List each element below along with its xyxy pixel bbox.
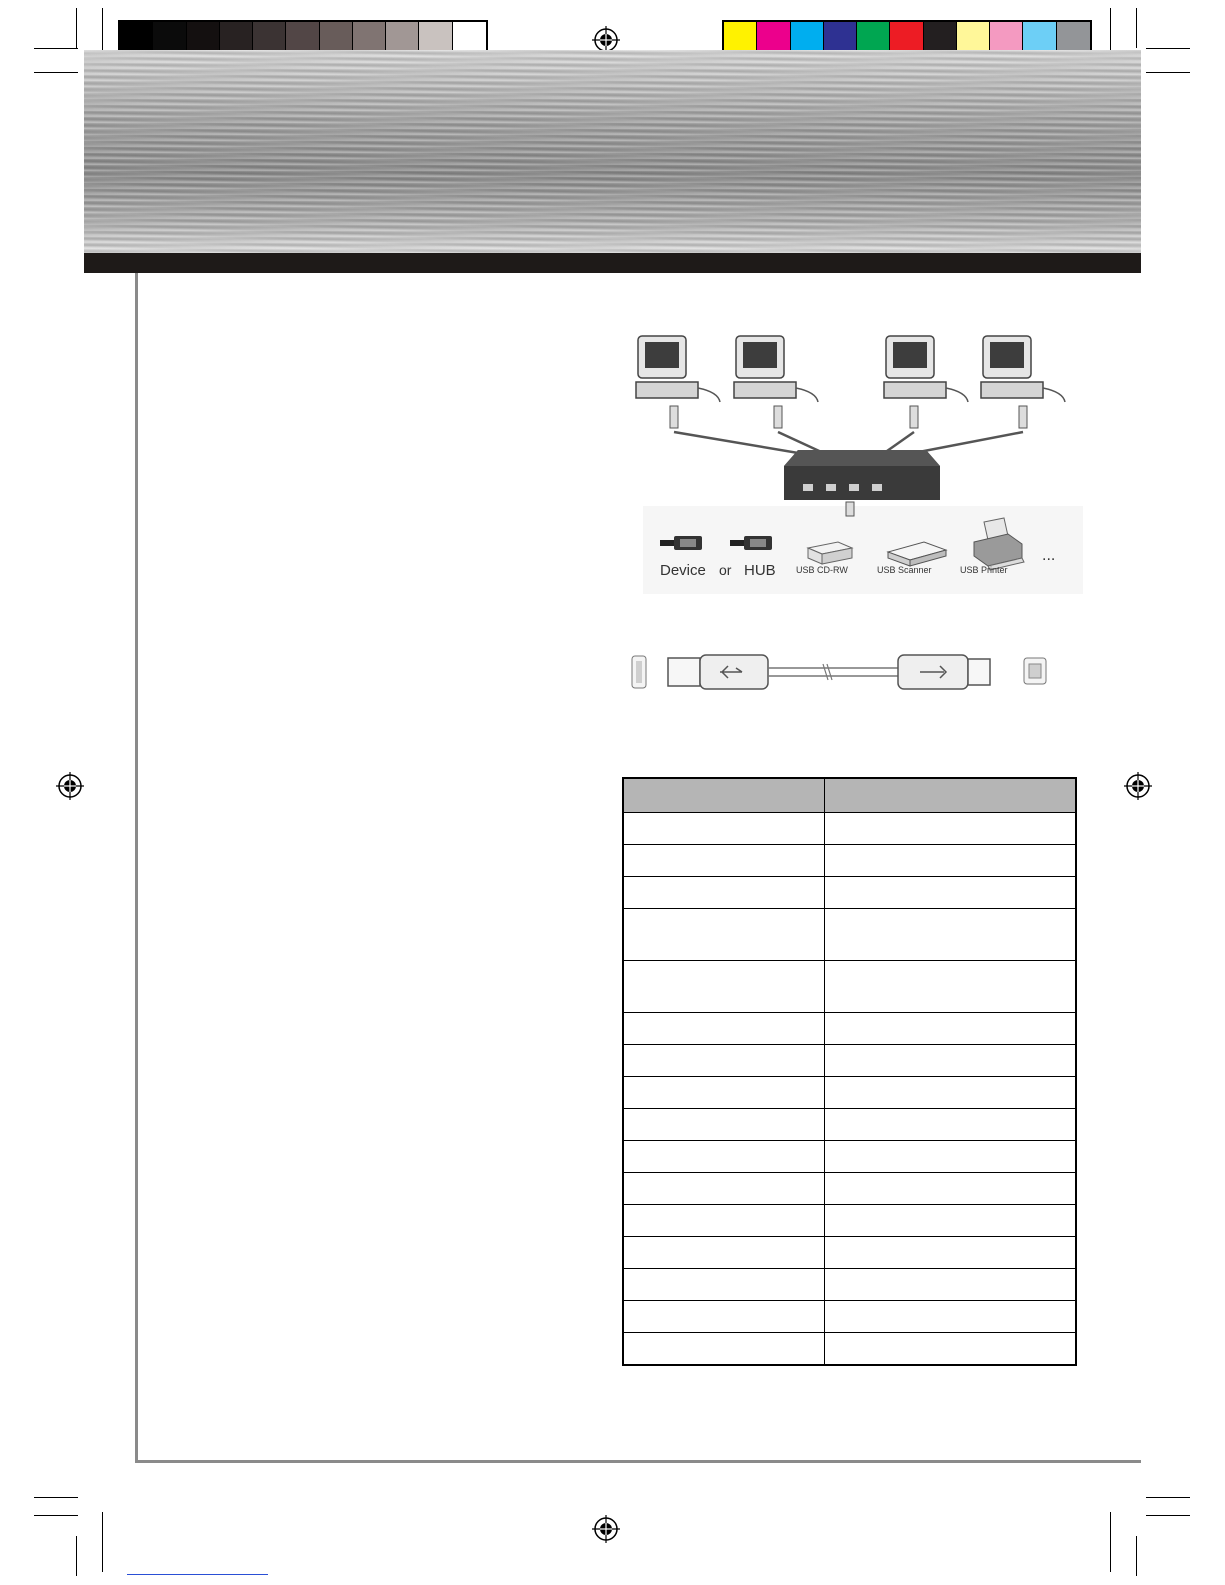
crop-mark (34, 1497, 78, 1498)
label-usb-cd-rw: USB CD-RW (796, 565, 848, 575)
table-cell (623, 1205, 825, 1237)
table-row (623, 1045, 1076, 1077)
usb-sharing-network-figure (598, 328, 1110, 600)
specification-table (622, 777, 1077, 1366)
table-row (623, 1301, 1076, 1333)
crop-mark (102, 1512, 103, 1572)
bottom-underline (127, 1574, 268, 1575)
table-row (623, 909, 1076, 961)
table-cell (825, 1205, 1077, 1237)
table-cell (825, 1077, 1077, 1109)
table-row (623, 1013, 1076, 1045)
table-row (623, 1205, 1076, 1237)
crop-mark (1136, 8, 1137, 48)
table-cell (825, 1013, 1077, 1045)
table-cell (825, 1333, 1077, 1366)
registration-mark-icon (1123, 771, 1153, 801)
table-cell (825, 961, 1077, 1013)
table-cell (623, 1109, 825, 1141)
crop-mark (76, 8, 77, 48)
usb-b-plug-end-icon (1024, 658, 1046, 684)
table-row (623, 1077, 1076, 1109)
table-cell (623, 1077, 825, 1109)
table-row (623, 1333, 1076, 1366)
table-cell (623, 1333, 825, 1366)
table-cell (623, 1045, 825, 1077)
table-cell (623, 845, 825, 877)
header-dark-strip (84, 253, 1141, 273)
table-row (623, 1141, 1076, 1173)
table-cell (623, 1013, 825, 1045)
table-cell (825, 1237, 1077, 1269)
table-row (623, 1269, 1076, 1301)
label-more: ... (1042, 547, 1056, 564)
usb-b-connector-icon (898, 655, 990, 689)
brushed-metal-header (84, 50, 1141, 255)
table-cell (825, 845, 1077, 877)
cable-line (768, 668, 898, 676)
label-device: Device (660, 562, 706, 579)
usb-a-plug-end-icon (632, 656, 646, 688)
table-header-cell (623, 778, 825, 813)
table-row (623, 845, 1076, 877)
crop-mark (76, 1536, 77, 1576)
label-usb-printer: USB Printer (960, 565, 1008, 575)
table-cell (825, 813, 1077, 845)
usb-cable-figure (628, 650, 1056, 694)
table-header-row (623, 778, 1076, 813)
crop-mark (1146, 1515, 1190, 1516)
label-usb-scanner: USB Scanner (877, 565, 932, 575)
crop-mark (34, 1515, 78, 1516)
table-cell (825, 909, 1077, 961)
left-margin-rule (135, 273, 138, 1462)
table-cell (623, 1301, 825, 1333)
crop-mark (1136, 1536, 1137, 1576)
label-hub: HUB (744, 562, 776, 579)
usb-a-connector-icon (668, 655, 768, 689)
table-cell (623, 813, 825, 845)
crop-mark (1110, 1512, 1111, 1572)
table-row (623, 1109, 1076, 1141)
registration-mark-icon (591, 1514, 621, 1544)
crop-mark (34, 72, 78, 73)
table-cell (623, 877, 825, 909)
table-cell (825, 1141, 1077, 1173)
table-row (623, 877, 1076, 909)
crop-mark (1146, 48, 1190, 49)
table-row (623, 1173, 1076, 1205)
table-cell (825, 1173, 1077, 1205)
table-cell (623, 961, 825, 1013)
crop-mark (1146, 72, 1190, 73)
bottom-margin-rule (135, 1460, 1141, 1463)
label-or: or (719, 562, 732, 578)
table-row (623, 961, 1076, 1013)
table-cell (623, 909, 825, 961)
table-cell (623, 1269, 825, 1301)
crop-mark (1146, 1497, 1190, 1498)
table-cell (623, 1173, 825, 1205)
table-row (623, 1237, 1076, 1269)
table-row (623, 813, 1076, 845)
table-cell (825, 1269, 1077, 1301)
table-cell (623, 1237, 825, 1269)
registration-mark-icon (55, 771, 85, 801)
table-body (623, 813, 1076, 1366)
table-cell (825, 1301, 1077, 1333)
table-cell (825, 1109, 1077, 1141)
table-cell (623, 1141, 825, 1173)
crop-mark (34, 48, 78, 49)
table-header-cell (825, 778, 1077, 813)
table-cell (825, 1045, 1077, 1077)
table-cell (825, 877, 1077, 909)
